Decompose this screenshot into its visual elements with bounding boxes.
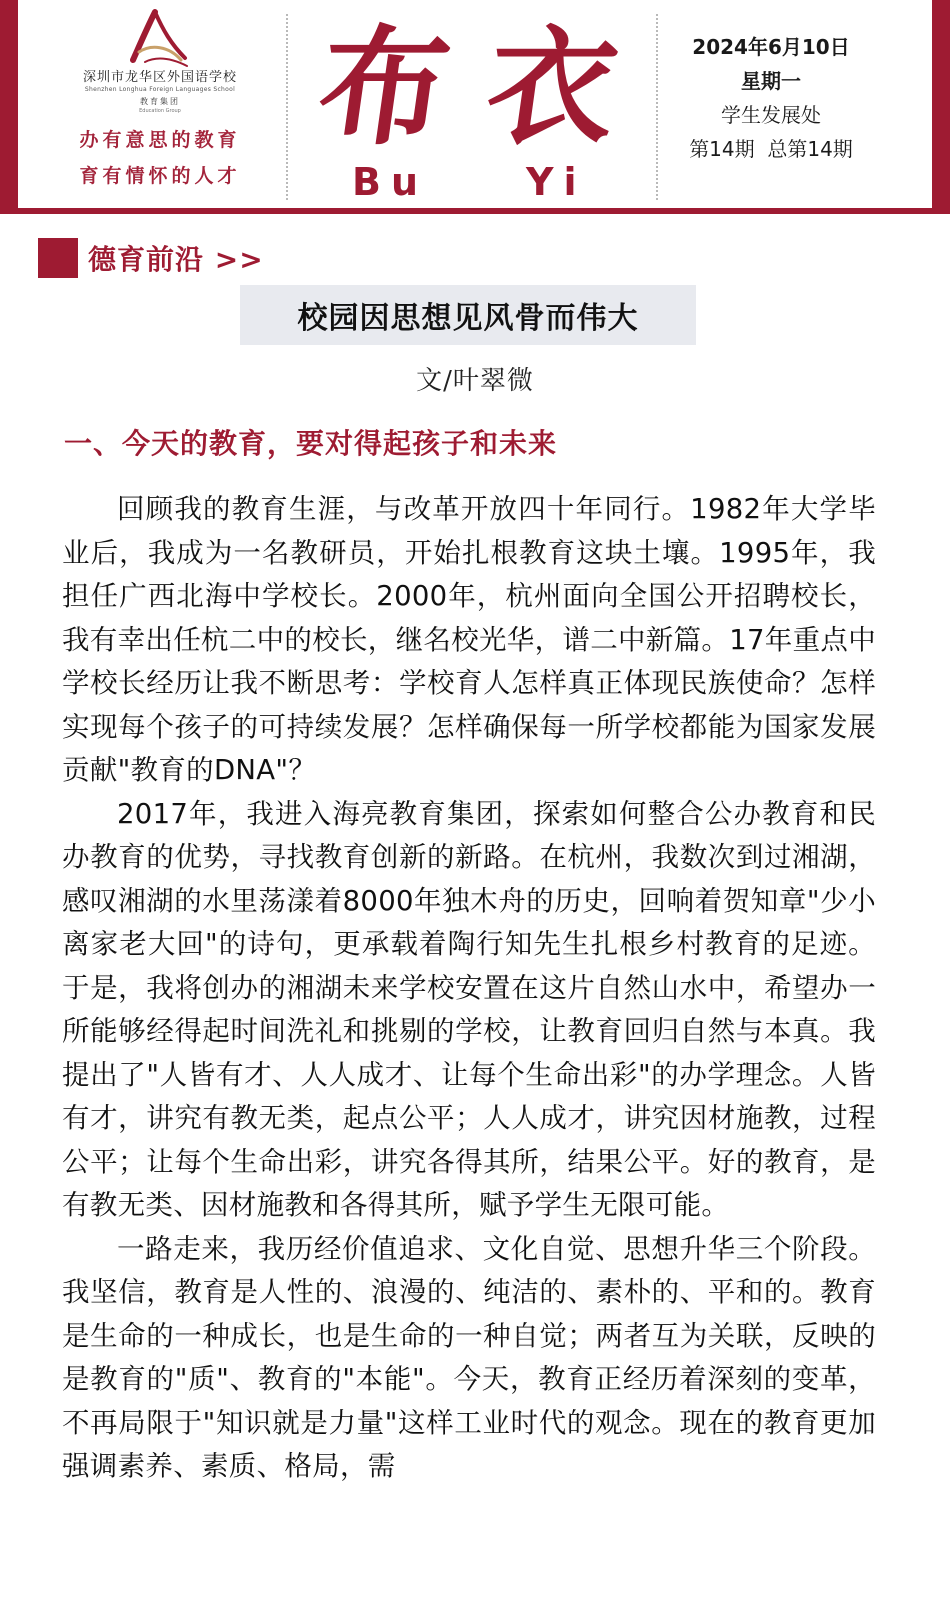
article-paragraph: 2017年，我进入海亮教育集团，探索如何整合公办教育和民办教育的优势，寻找教育创新的新路。在杭州，我数次到过湘湖，感叹湘湖的水里荡漾着8000年独木舟的历史，回响着贺知章"少小离家老大回"的诗句，更承载着陶行知先生扎根乡村教育的足迹。于是，我将创办的湘湖未来学校安置在这片自然山水中，希望办一所能够经得起时间洗礼和挑剔的学校，让教育回归自然与本真。我提出了"人皆有才、人人成才、让每个生命出彩"的办学理念。人皆有才，讲究有教无类，起点公平；人人成才，讲究因材施教，过程公平；让每个生命出彩，讲究各得其所，结果公平。好的教育，是有教无类、因材施教和各得其所，赋予学生无限可能。 [62,797,876,1221]
article-byline: 文/叶翠微 [416,366,534,396]
issue-date: 2024年6月10日 [692,35,850,59]
school-name-en: Shenzhen Longhua Foreign Languages School [84,86,236,93]
issue-number: 第14期 总第14期 [689,137,853,161]
section-square-icon [38,238,78,278]
masthead-pinyin-1: Bu [352,160,429,204]
group-name: 教育集团 [140,97,180,106]
issue-department: 学生发展处 [721,103,821,127]
header-divider-left [286,14,288,200]
article-body [62,488,876,1489]
article-title-box [240,285,696,345]
header-divider-right [656,14,658,200]
masthead-char-1: 布 [309,13,459,163]
article-paragraph: 一路走来，我历经价值追求、文化自觉、思想升华三个阶段。我坚信，教育是人性的、浪漫的、纯洁的、素朴的、平和的。教育是生命的一种成长，也是生命的一种自觉；两者互为关联，反映的是教育的"质"、教育的"本能"。今天，教育正经历着深刻的变革，不再局限于"知识就是力量"这样工业时代的观念。现在的教育更加强调素养、素质、格局，需 [62,1232,876,1482]
school-logo-icon [125,8,195,70]
issue-info [668,30,874,166]
header-right-bar [932,0,950,212]
section-label-text: 德育前沿 >> [88,243,264,276]
masthead-pinyin-2: Yi [526,160,587,204]
school-name: 深圳市龙华区外国语学校 [82,70,237,85]
issue-weekday: 星期一 [741,69,801,93]
article-subheading: 一、今天的教育，要对得起孩子和未来 [64,427,558,460]
school-logo-block [40,8,280,194]
article-title: 校园因思想见风骨而伟大 [297,301,639,336]
slogan-line-2: 育有情怀的人才 [79,165,241,187]
header-bottom-rule [0,208,950,214]
masthead-char-2: 衣 [477,13,627,163]
header-left-bar [0,0,18,212]
slogan-line-1: 办有意思的教育 [79,129,241,151]
section-label [38,238,264,278]
group-name-en: Education Group [139,108,181,114]
masthead [296,10,652,206]
article-paragraph: 回顾我的教育生涯，与改革开放四十年同行。1982年大学毕业后，我成为一名教研员，开始扎根教育这块土壤。1995年，我担任广西北海中学校长。2000年，杭州面向全国公开招聘校长，我有幸出任杭二中的校长，继名校光华，谱二中新篇。17年重点中学校长经历让我不断思考：学校育人怎样真正体现民族使命？怎样实现每个孩子的可持续发展？怎样确保每一所学校都能为国家发展贡献"教育的DNA"？ [62,493,876,786]
